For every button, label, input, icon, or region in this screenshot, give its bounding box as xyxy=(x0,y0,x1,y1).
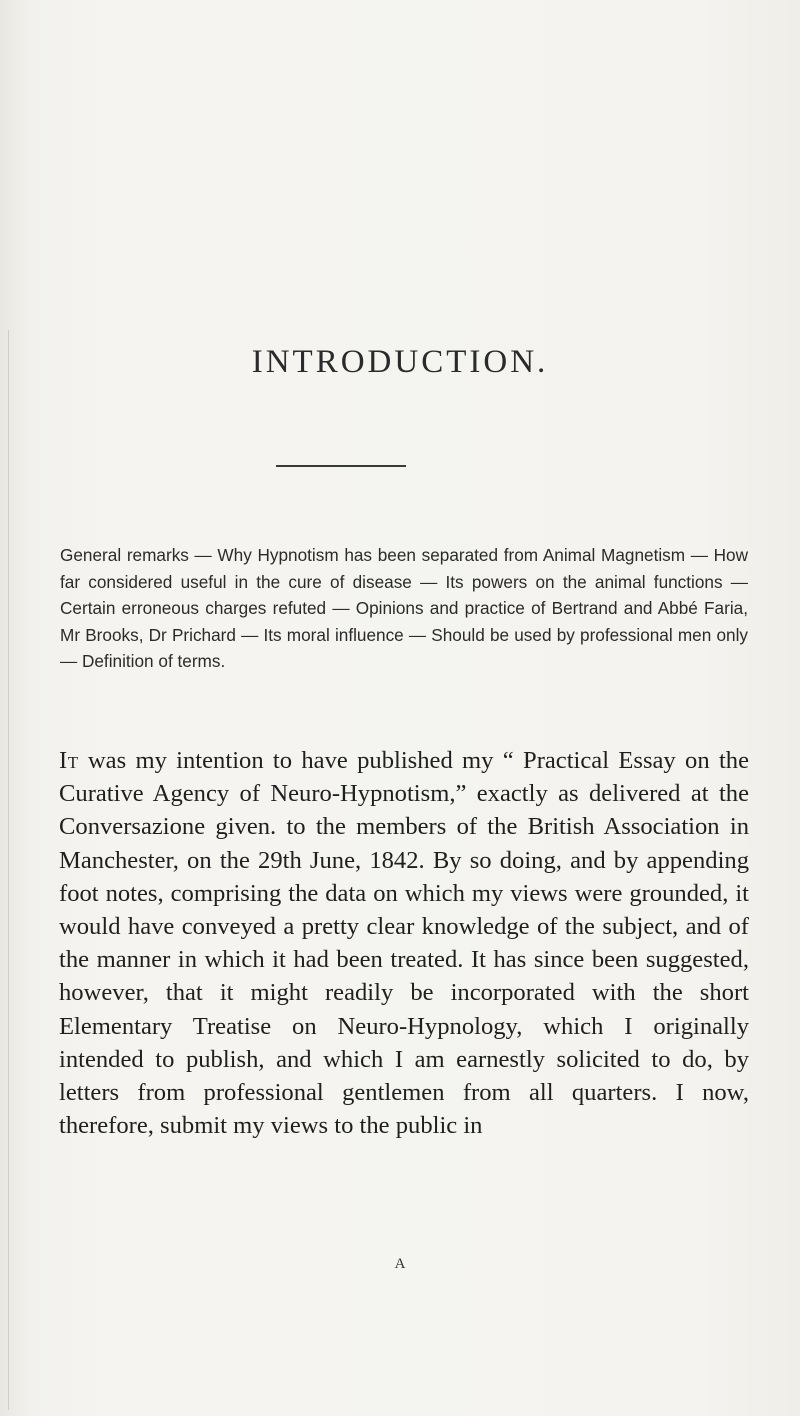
chapter-synopsis: General remarks — Why Hypnotism has been separated from Animal Magnetism — How far considered useful in the cure of disease — Its powers on the animal functions — Certain erroneous charges refuted — Opinions and practice of Bertrand and Abbé Faria, Mr Brooks, Dr Prichard — Its moral influence — Should be used by professional men only — Definition of terms. xyxy=(60,545,748,672)
heading-rule xyxy=(276,465,406,467)
signature-mark: A xyxy=(394,1256,406,1272)
paragraph-text: was my intention to have published my “ Practical Essay on the Curative Agency of Neuro-Hypnotism,” exactly as delivered at the Conversazione given. to the members of the British Association in Manchester, on the 29th June, 1842. By so doing, and by appending foot notes, comprising the data on which my views were grounded, it would have conveyed a pretty clear knowledge of the subject, and of the manner in which it had been treated. It has since been suggested, however, that it might readily be incorporated with the short Elementary Treatise on Neuro-Hypnology, which I originally intended to publish, and which I am earnestly solicited to do, by letters from professional gentlemen from all quarters. I now, therefore, submit my views to the public in xyxy=(59,747,749,1140)
chapter-heading: INTRODUCTION. xyxy=(251,344,549,380)
opening-word: It xyxy=(59,747,79,774)
body-paragraph xyxy=(59,744,749,1142)
page-gutter-shadow xyxy=(8,330,9,1410)
